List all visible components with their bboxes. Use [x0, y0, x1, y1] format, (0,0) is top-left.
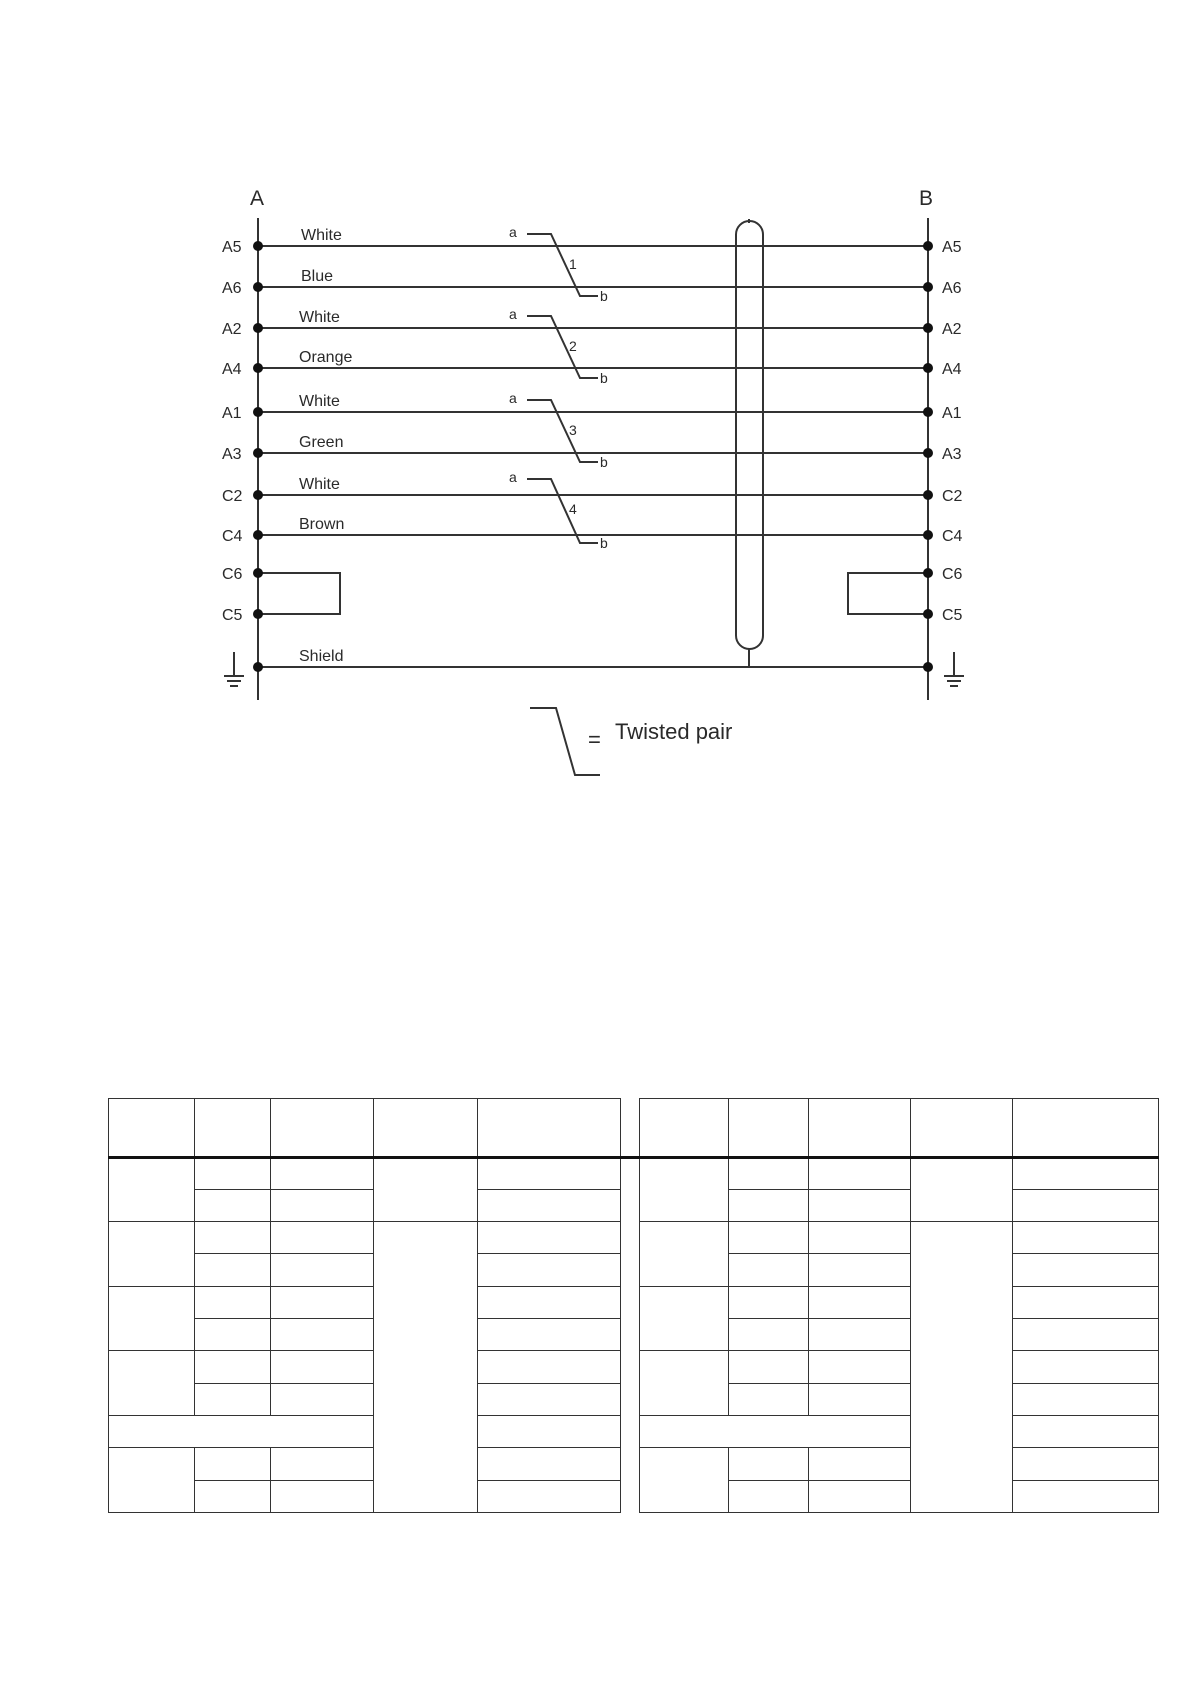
table-cell — [195, 1383, 271, 1415]
table-gap — [621, 1189, 640, 1221]
pin-label-a: C5 — [222, 607, 243, 624]
table-cell — [728, 1480, 808, 1512]
table-cell — [478, 1157, 621, 1189]
table-cell — [478, 1351, 621, 1383]
pin-label-a: C2 — [222, 488, 243, 505]
pin-label-a: A6 — [222, 280, 242, 297]
table-cell — [195, 1157, 271, 1189]
pair-number: 4 — [569, 501, 577, 517]
table-gap — [621, 1099, 640, 1158]
pin-label-a: C6 — [222, 566, 243, 583]
pin-label-b: C2 — [942, 488, 963, 505]
table-cell — [271, 1480, 373, 1512]
table-cell — [640, 1286, 728, 1351]
ground-icon — [944, 652, 964, 686]
table-cell — [808, 1448, 910, 1480]
table-cell — [1012, 1222, 1159, 1254]
pair-a-label: a — [509, 224, 517, 240]
pair-b-label: b — [600, 370, 608, 386]
table-cell — [478, 1222, 621, 1254]
wire-color-label: White — [299, 393, 340, 410]
table-cell — [195, 1480, 271, 1512]
table-cell — [195, 1448, 271, 1480]
table-cell — [1012, 1448, 1159, 1480]
table-cell — [478, 1415, 621, 1447]
pin-label-b: A1 — [942, 405, 962, 422]
table-cell — [271, 1383, 373, 1415]
terminal-dot — [923, 490, 933, 500]
table-gap — [621, 1222, 640, 1254]
pair-number: 1 — [569, 256, 577, 272]
side-a-label: A — [250, 187, 265, 210]
table-cell — [728, 1448, 808, 1480]
table-cell — [195, 1351, 271, 1383]
shield-tube — [736, 221, 763, 649]
ground-icon — [224, 652, 244, 686]
table-cell — [271, 1254, 373, 1286]
pin-label-a: A5 — [222, 239, 242, 256]
table-cell — [1012, 1319, 1159, 1351]
table-cell — [271, 1157, 373, 1189]
table-gap — [621, 1286, 640, 1318]
pin-label-a: C4 — [222, 528, 243, 545]
table-gap — [621, 1383, 640, 1415]
table-cell — [808, 1319, 910, 1351]
table-gap — [621, 1254, 640, 1286]
table-gap — [621, 1415, 640, 1447]
table-cell — [911, 1157, 1012, 1222]
table-cell — [808, 1189, 910, 1221]
terminal-dot — [253, 530, 263, 540]
table-cell — [109, 1351, 195, 1416]
terminal-dot — [253, 282, 263, 292]
wire-color-label: Green — [299, 434, 344, 451]
table-cell — [1012, 1480, 1159, 1512]
pin-label-b: A3 — [942, 446, 962, 463]
table-cell — [728, 1254, 808, 1286]
table-cell — [271, 1222, 373, 1254]
shield-label: Shield — [299, 648, 344, 665]
table-cell — [1012, 1157, 1159, 1189]
table-row — [109, 1222, 1159, 1254]
pin-label-a: A2 — [222, 321, 242, 338]
wiring-diagram — [0, 0, 1190, 820]
table-cell — [1012, 1415, 1159, 1447]
table-cell — [808, 1254, 910, 1286]
table-cell — [109, 1448, 195, 1513]
pair-b-label: b — [600, 535, 608, 551]
pair-a-label: a — [509, 390, 517, 406]
table-cell — [808, 1286, 910, 1318]
table-cell — [1012, 1383, 1159, 1415]
pin-label-b: A4 — [942, 361, 962, 378]
table-cell — [373, 1157, 477, 1222]
pin-assignment-table — [108, 1098, 1159, 1513]
terminal-dot — [253, 448, 263, 458]
wire-color-label: Orange — [299, 349, 353, 366]
terminal-dot — [253, 609, 263, 619]
table-cell — [911, 1222, 1012, 1513]
table-cell — [1012, 1254, 1159, 1286]
terminal-dot — [923, 530, 933, 540]
table-cell — [478, 1319, 621, 1351]
table-cell — [728, 1286, 808, 1318]
bridge-a — [258, 573, 340, 614]
table-header-row — [109, 1099, 1159, 1158]
table-cell — [271, 1351, 373, 1383]
table-cell — [1012, 1286, 1159, 1318]
legend-text: Twisted pair — [615, 719, 733, 744]
table-cell — [478, 1448, 621, 1480]
table-cell — [373, 1099, 477, 1158]
table-gap — [621, 1448, 640, 1480]
table-cell — [640, 1448, 728, 1513]
table-gap — [621, 1351, 640, 1383]
table-cell — [728, 1189, 808, 1221]
table-cell — [728, 1351, 808, 1383]
table-cell — [373, 1222, 477, 1513]
table-cell — [271, 1448, 373, 1480]
table-cell — [195, 1189, 271, 1221]
table-cell — [195, 1099, 271, 1158]
table-cell — [640, 1222, 728, 1287]
table-cell — [728, 1157, 808, 1189]
pair-a-label: a — [509, 469, 517, 485]
table-cell — [271, 1189, 373, 1221]
pin-label-a: A1 — [222, 405, 242, 422]
table-cell — [478, 1254, 621, 1286]
table-cell — [109, 1099, 195, 1158]
table-cell — [195, 1319, 271, 1351]
terminal-dot — [923, 662, 933, 672]
table-cell — [1012, 1099, 1159, 1158]
terminal-dot — [253, 490, 263, 500]
pair-number: 2 — [569, 338, 577, 354]
table-cell — [1012, 1189, 1159, 1221]
terminal-dot — [923, 568, 933, 578]
table-cell — [640, 1351, 728, 1416]
table-cell — [478, 1383, 621, 1415]
legend-equals: = — [588, 727, 601, 752]
wire-color-label: White — [301, 227, 342, 244]
table-cell — [808, 1383, 910, 1415]
terminal-dot — [253, 363, 263, 373]
table-cell — [640, 1099, 728, 1158]
table-cell — [271, 1286, 373, 1318]
table-cell — [808, 1099, 910, 1158]
table-gap — [621, 1480, 640, 1512]
wire-color-label: Brown — [299, 516, 345, 533]
terminal-dot — [923, 448, 933, 458]
terminal-dot — [923, 282, 933, 292]
pin-label-b: A2 — [942, 321, 962, 338]
table-cell — [478, 1099, 621, 1158]
pair-number: 3 — [569, 422, 577, 438]
terminal-dot — [923, 323, 933, 333]
table-cell — [808, 1351, 910, 1383]
pin-label-b: C6 — [942, 566, 963, 583]
pin-label-b: A5 — [942, 239, 962, 256]
table-cell — [478, 1286, 621, 1318]
table-cell — [808, 1222, 910, 1254]
table-cell — [195, 1222, 271, 1254]
table-cell — [109, 1222, 195, 1287]
terminal-dot — [253, 323, 263, 333]
table-cell — [195, 1286, 271, 1318]
table-cell — [640, 1157, 728, 1222]
bridge-b — [848, 573, 928, 614]
terminal-dot — [253, 241, 263, 251]
wire-color-label: White — [299, 309, 340, 326]
table-cell — [271, 1099, 373, 1158]
terminal-dot — [253, 662, 263, 672]
table-cell — [728, 1222, 808, 1254]
pair-a-label: a — [509, 306, 517, 322]
pin-label-a: A4 — [222, 361, 242, 378]
table-cell — [195, 1254, 271, 1286]
table-cell — [478, 1189, 621, 1221]
terminal-dot — [923, 363, 933, 373]
terminal-dot — [923, 407, 933, 417]
terminal-dot — [253, 568, 263, 578]
table-cell — [1012, 1351, 1159, 1383]
table-cell — [109, 1415, 374, 1447]
terminal-dot — [923, 609, 933, 619]
pair-b-label: b — [600, 288, 608, 304]
table-cell — [728, 1099, 808, 1158]
terminal-dot — [253, 407, 263, 417]
table-cell — [640, 1415, 911, 1447]
pin-label-b: A6 — [942, 280, 962, 297]
table-cell — [109, 1157, 195, 1222]
pin-label-b: C4 — [942, 528, 963, 545]
table-cell — [728, 1383, 808, 1415]
table-cell — [808, 1480, 910, 1512]
twist-marker-4 — [527, 479, 598, 543]
pair-b-label: b — [600, 454, 608, 470]
table-cell — [109, 1286, 195, 1351]
terminal-dot — [923, 241, 933, 251]
wire-color-label: White — [299, 476, 340, 493]
pin-label-a: A3 — [222, 446, 242, 463]
table-cell — [271, 1319, 373, 1351]
pin-label-b: C5 — [942, 607, 963, 624]
table-cell — [911, 1099, 1012, 1158]
table-row — [109, 1157, 1159, 1189]
side-b-label: B — [919, 187, 934, 210]
table-cell — [728, 1319, 808, 1351]
table-cell — [808, 1157, 910, 1189]
wire-color-label: Blue — [301, 268, 334, 285]
table-cell — [478, 1480, 621, 1512]
table-gap — [621, 1319, 640, 1351]
table-gap — [621, 1157, 640, 1189]
